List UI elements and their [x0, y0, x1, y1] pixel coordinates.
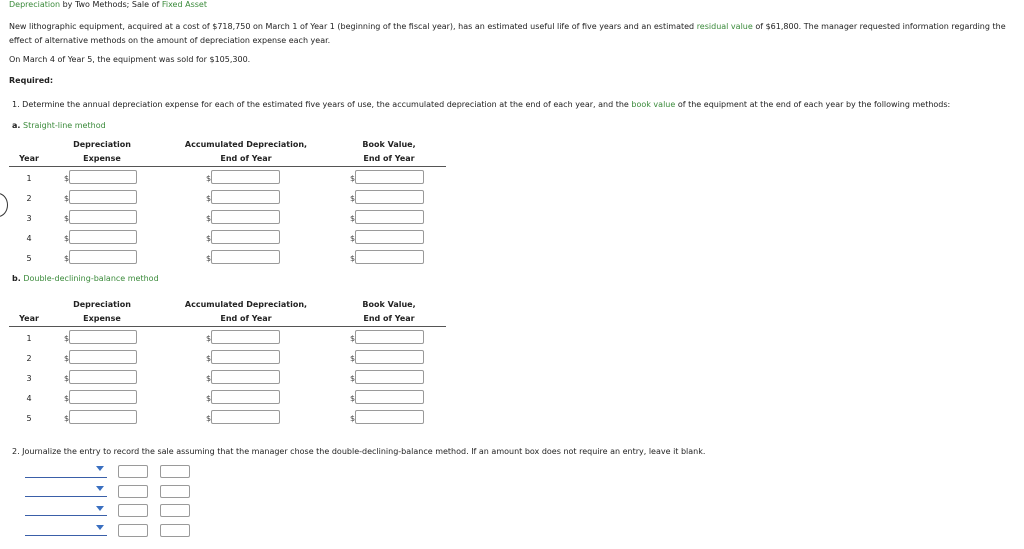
ddb-book-value-year-1[interactable]	[355, 330, 424, 344]
sl-book-value-year-4[interactable]	[355, 230, 424, 244]
row-year: 3	[26, 214, 32, 223]
sl-accum-dep-year-1[interactable]	[211, 170, 280, 184]
sl-accum-dep-year-4[interactable]	[211, 230, 280, 244]
sl-accum-dep-year-5[interactable]	[211, 250, 280, 264]
chevron-down-icon[interactable]	[96, 525, 104, 530]
table-a-header-bv-2: End of Year	[363, 154, 415, 163]
account-select-3[interactable]	[25, 515, 107, 516]
row-year: 1	[26, 174, 32, 183]
currency-symbol: $	[64, 234, 70, 243]
debit-input-2[interactable]	[118, 485, 148, 498]
table-a-header-bv-1: Book Value,	[362, 140, 416, 149]
sale-statement: On March 4 of Year 5, the equipment was sold for $105,300.	[9, 55, 251, 64]
ddb-dep-expense-year-5[interactable]	[69, 410, 137, 424]
table-b-header-acc-1: Accumulated Depreciation,	[184, 300, 308, 309]
table-b-header-bv-2: End of Year	[363, 314, 415, 323]
currency-symbol: $	[350, 374, 356, 383]
currency-symbol: $	[64, 194, 70, 203]
ddb-book-value-year-4[interactable]	[355, 390, 424, 404]
title-link-depreciation[interactable]: Depreciation	[9, 0, 61, 9]
sl-book-value-year-2[interactable]	[355, 190, 424, 204]
section-b-heading: b. Double-declining-balance method	[12, 274, 159, 283]
table-b-header-dep-2: Expense	[83, 314, 121, 323]
section-a-heading: a. Straight-line method	[12, 121, 106, 130]
question-2: 2. Journalize the entry to record the sale assuming that the manager chose the double-declining-balance method. If an amount box does not require an entry, leave it blank.	[12, 447, 706, 456]
page-title	[9, 0, 207, 9]
account-select-4[interactable]	[25, 535, 107, 536]
credit-input-4[interactable]	[160, 524, 190, 537]
table-a-header-divider	[9, 166, 446, 167]
account-select-1[interactable]	[25, 477, 107, 478]
sl-dep-expense-year-5[interactable]	[69, 250, 137, 264]
table-b-header-year: Year	[19, 314, 39, 323]
row-year: 1	[26, 334, 32, 343]
table-a-header-acc-1: Accumulated Depreciation,	[184, 140, 308, 149]
currency-symbol: $	[64, 214, 70, 223]
ddb-dep-expense-year-2[interactable]	[69, 350, 137, 364]
currency-symbol: $	[350, 254, 356, 263]
credit-input-2[interactable]	[160, 485, 190, 498]
currency-symbol: $	[206, 254, 212, 263]
residual-value-link[interactable]: residual value	[696, 22, 753, 31]
sl-accum-dep-year-3[interactable]	[211, 210, 280, 224]
ddb-book-value-year-2[interactable]	[355, 350, 424, 364]
ddb-book-value-year-5[interactable]	[355, 410, 424, 424]
ddb-dep-expense-year-1[interactable]	[69, 330, 137, 344]
title-link-fixed-asset[interactable]: Fixed Asset	[161, 0, 207, 9]
row-year: 4	[26, 394, 32, 403]
title-text: by Two Methods; Sale of	[60, 0, 162, 9]
currency-symbol: $	[64, 174, 70, 183]
currency-symbol: $	[206, 194, 212, 203]
straight-line-link[interactable]: Straight-line method	[22, 121, 106, 130]
debit-input-1[interactable]	[118, 465, 148, 478]
currency-symbol: $	[350, 394, 356, 403]
currency-symbol: $	[64, 414, 70, 423]
chevron-down-icon[interactable]	[96, 486, 104, 491]
intro-line-1: New lithographic equipment, acquired at a cost of $718,750 on March 1 of Year 1 (beginning of the fiscal year), has an estimated useful life of five years and an estimated residual value of $61,800. The manager requested information regarding the	[9, 22, 1006, 31]
cropped-circle-decoration	[0, 193, 8, 217]
chevron-down-icon[interactable]	[96, 466, 104, 471]
book-value-link[interactable]: book value	[631, 100, 676, 109]
currency-symbol: $	[64, 334, 70, 343]
double-declining-link[interactable]: Double-declining-balance method	[23, 274, 159, 283]
row-year: 3	[26, 374, 32, 383]
sl-dep-expense-year-3[interactable]	[69, 210, 137, 224]
table-b-header-acc-2: End of Year	[220, 314, 272, 323]
ddb-accum-dep-year-5[interactable]	[211, 410, 280, 424]
ddb-dep-expense-year-4[interactable]	[69, 390, 137, 404]
ddb-accum-dep-year-2[interactable]	[211, 350, 280, 364]
currency-symbol: $	[206, 394, 212, 403]
currency-symbol: $	[206, 234, 212, 243]
currency-symbol: $	[206, 354, 212, 363]
row-year: 5	[26, 414, 32, 423]
question-1: 1. Determine the annual depreciation expense for each of the estimated five years of use, the accumulated depreciation at the end of each year, and the book value of the equipment at the end of each year by the following methods:	[12, 100, 951, 109]
currency-symbol: $	[64, 254, 70, 263]
ddb-dep-expense-year-3[interactable]	[69, 370, 137, 384]
table-a-header-acc-2: End of Year	[220, 154, 272, 163]
ddb-book-value-year-3[interactable]	[355, 370, 424, 384]
currency-symbol: $	[206, 174, 212, 183]
currency-symbol: $	[350, 414, 356, 423]
table-a-header-dep-2: Expense	[83, 154, 121, 163]
row-year: 4	[26, 234, 32, 243]
required-heading: Required:	[9, 76, 54, 85]
sl-book-value-year-5[interactable]	[355, 250, 424, 264]
credit-input-1[interactable]	[160, 465, 190, 478]
sl-dep-expense-year-1[interactable]	[69, 170, 137, 184]
currency-symbol: $	[350, 354, 356, 363]
sl-accum-dep-year-2[interactable]	[211, 190, 280, 204]
row-year: 2	[26, 194, 32, 203]
currency-symbol: $	[350, 214, 356, 223]
chevron-down-icon[interactable]	[96, 506, 104, 511]
debit-input-3[interactable]	[118, 504, 148, 517]
ddb-accum-dep-year-1[interactable]	[211, 330, 280, 344]
sl-book-value-year-3[interactable]	[355, 210, 424, 224]
currency-symbol: $	[64, 394, 70, 403]
account-select-2[interactable]	[25, 496, 107, 497]
row-year: 5	[26, 254, 32, 263]
sl-dep-expense-year-4[interactable]	[69, 230, 137, 244]
debit-input-4[interactable]	[118, 524, 148, 537]
credit-input-3[interactable]	[160, 504, 190, 517]
table-a-header-dep-1: Depreciation	[73, 140, 131, 149]
currency-symbol: $	[350, 194, 356, 203]
table-b-header-divider	[9, 326, 446, 327]
table-b-header-dep-1: Depreciation	[73, 300, 131, 309]
currency-symbol: $	[206, 214, 212, 223]
currency-symbol: $	[350, 174, 356, 183]
intro-line-2: effect of alternative methods on the amount of depreciation expense each year.	[9, 36, 331, 45]
currency-symbol: $	[64, 354, 70, 363]
table-b-header-bv-1: Book Value,	[362, 300, 416, 309]
ddb-accum-dep-year-4[interactable]	[211, 390, 280, 404]
currency-symbol: $	[350, 334, 356, 343]
sl-dep-expense-year-2[interactable]	[69, 190, 137, 204]
currency-symbol: $	[206, 414, 212, 423]
currency-symbol: $	[206, 334, 212, 343]
row-year: 2	[26, 354, 32, 363]
currency-symbol: $	[206, 374, 212, 383]
table-a-header-year: Year	[19, 154, 39, 163]
currency-symbol: $	[350, 234, 356, 243]
ddb-accum-dep-year-3[interactable]	[211, 370, 280, 384]
currency-symbol: $	[64, 374, 70, 383]
sl-book-value-year-1[interactable]	[355, 170, 424, 184]
